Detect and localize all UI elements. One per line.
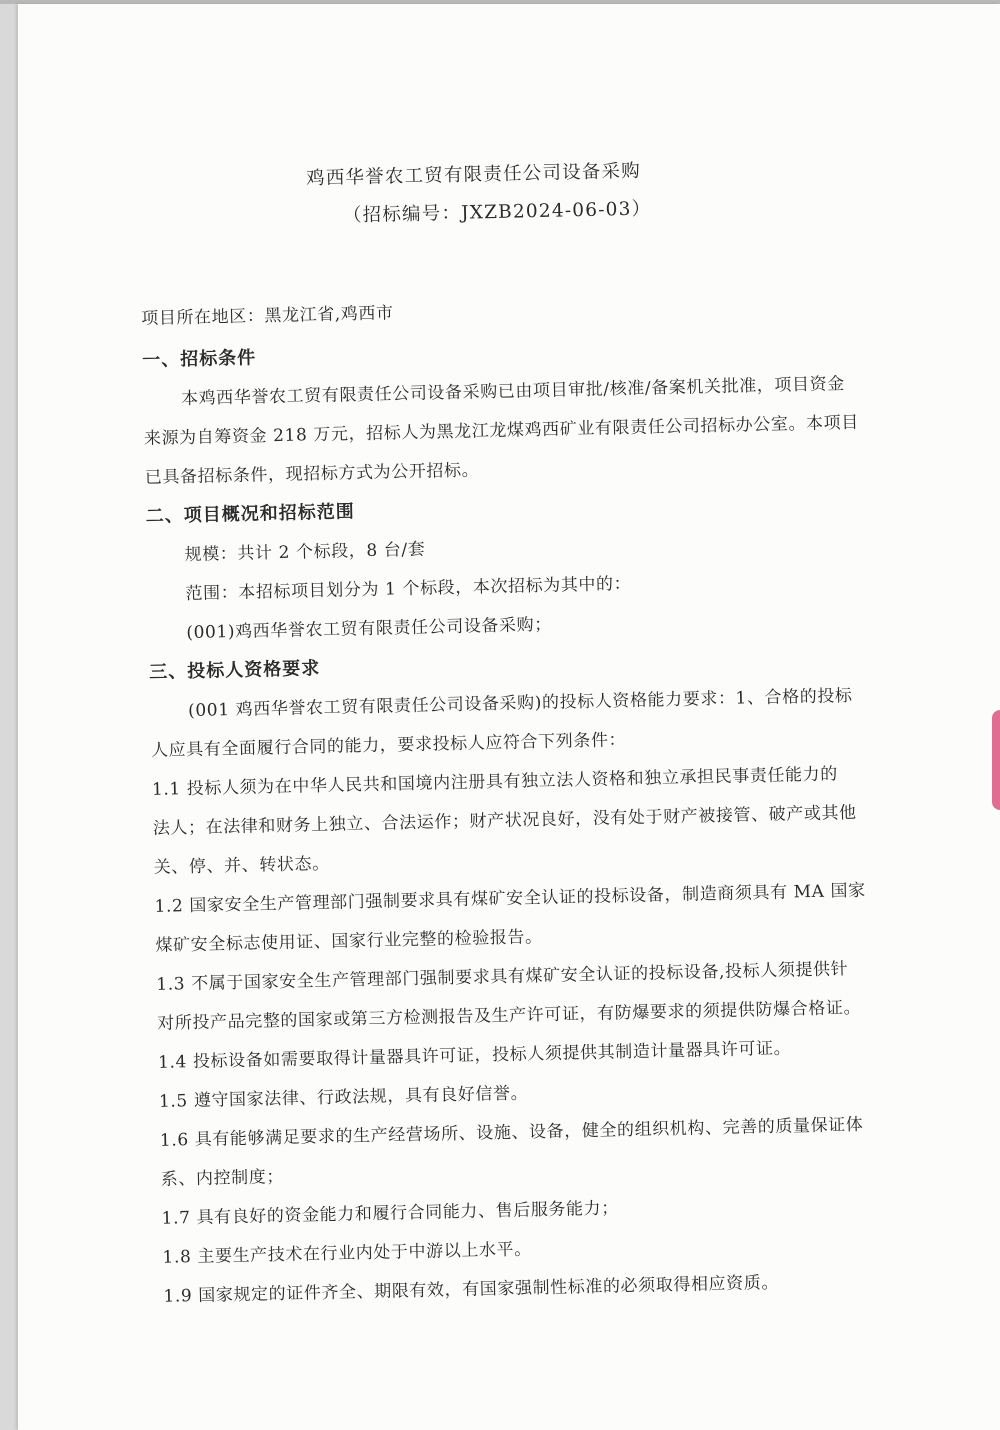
paragraph-line: 来源为自筹资金 218 万元，招标人为黑龙江龙煤鸡西矿业有限责任公司招标办公室。本项目	[143, 412, 860, 450]
paragraph-line: (001 鸡西华誉农工贸有限责任公司设备采购)的投标人资格能力要求：1、合格的投标	[187, 686, 853, 722]
paragraph-line: (001)鸡西华誉农工贸有限责任公司设备采购；	[186, 614, 553, 644]
paragraph-line: 系、内控制度；	[160, 1167, 285, 1190]
paragraph-line: 1.3 不属于国家安全生产管理部门强制要求具有煤矿安全认证的投标设备,投标人须提供针	[156, 959, 849, 995]
paragraph-line: 1.6 具有能够满足要求的生产经营场所、设施、设备，健全的组织机构、完善的质量保证体	[159, 1114, 864, 1151]
paragraph-line: 法人；在法律和财务上独立、合法运作；财产状况良好，没有处于财产被接管、破产或其他	[152, 802, 857, 839]
paragraph-line: 1.4 投标设备如需要取得计量器具许可证，投标人须提供其制造计量器具许可证。	[157, 1038, 792, 1073]
section-heading-bidder-qualifications: 三、投标人资格要求	[149, 658, 321, 683]
paragraph-line: 人应具有全面履行合同的能力，要求投标人应符合下列条件：	[150, 730, 627, 761]
paragraph-line: 1.1 投标人须为在中华人民共和国境内注册具有独立法人资格和独立承担民事责任能力的	[151, 764, 839, 800]
paragraph-line: 规模：共计 2 个标段，8 台/套	[184, 539, 426, 566]
paragraph-line: 1.7 具有良好的资金能力和履行合同能力、售后服务能力；	[161, 1198, 620, 1229]
paragraph-line: 本鸡西华誉农工贸有限责任公司设备采购已由项目审批/核准/备案机关批准，项目资金	[180, 374, 846, 410]
section-heading-bid-conditions: 一、招标条件	[141, 347, 257, 372]
document-title: 鸡西华誉农工贸有限责任公司设备采购	[305, 160, 642, 190]
bid-number: （招标编号：JXZB2024-06-03）	[342, 198, 652, 227]
paragraph-line: 已具备招标条件，现招标方式为公开招标。	[144, 460, 480, 488]
paragraph-line: 1.8 主要生产技术在行业内处于中游以上水平。	[162, 1239, 532, 1268]
paragraph-line: 范围：本招标项目划分为 1 个标段，本次招标为其中的：	[185, 573, 632, 605]
paragraph-line: 1.9 国家规定的证件齐全、期限有效，有国家强制性标准的必须取得相应资质。	[163, 1272, 780, 1307]
paragraph-line: 1.2 国家安全生产管理部门强制要求具有煤矿安全认证的投标设备，制造商须具有 MA 国家	[154, 880, 866, 917]
project-region: 项目所在地区：黑龙江省,鸡西市	[141, 303, 394, 330]
section-heading-project-scope: 二、项目概况和招标范围	[145, 501, 355, 527]
paragraph-line: 1.5 遵守国家法律、行政法规，具有良好信誉。	[158, 1083, 529, 1112]
paragraph-line: 煤矿安全标志使用证、国家行业完整的检验报告。	[155, 927, 543, 956]
paragraph-line: 对所投产品完整的国家或第三方检测报告及生产许可证，有防爆要求的须提供防爆合格证。	[157, 997, 862, 1034]
paragraph-line: 关、停、并、转状态。	[153, 853, 330, 878]
